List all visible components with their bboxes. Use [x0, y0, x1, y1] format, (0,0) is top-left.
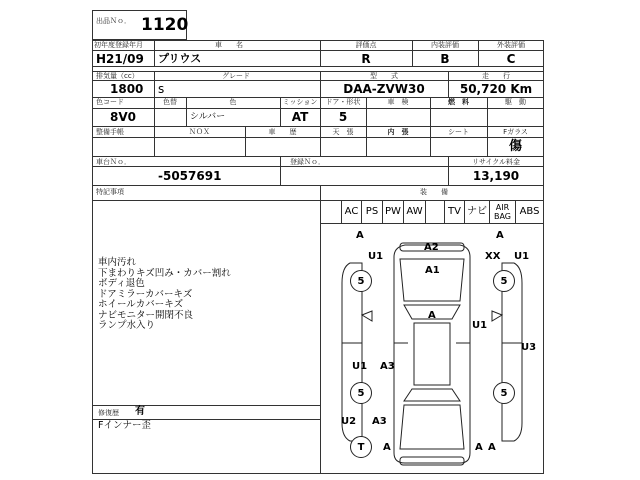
inspection-label: 車 検 [387, 98, 409, 106]
repair-history-value: 有 [135, 406, 145, 417]
remark-item: ランプ水入り [98, 320, 156, 331]
damage-mark-circle: 5 [493, 270, 515, 292]
damage-mark-circle: 5 [350, 270, 372, 292]
remark-item: ホイールカバーキズ [98, 299, 184, 310]
equipment-ac: AC [341, 201, 362, 223]
model-label: 型 式 [370, 72, 398, 80]
damage-mark: XX [485, 251, 501, 262]
drive-label: 駆 動 [505, 98, 526, 106]
remark-item: ボディ退色 [98, 278, 145, 289]
remark-item: 下まわりキズ凹み・カバー割れ [98, 267, 231, 279]
doors-label: ドア・形状 [325, 98, 361, 106]
damage-mark: U1 [514, 251, 530, 262]
mileage-value: 50,720 Km [459, 82, 533, 96]
exterior-score-label: 外装評価 [497, 41, 525, 49]
damage-mark: A [356, 230, 364, 241]
color-code-value: 8V0 [110, 110, 136, 124]
equipment-blank [426, 201, 445, 223]
score-label: 評価点 [355, 41, 377, 49]
first-reg-label: 初年度登録年月 [94, 41, 143, 49]
front-glass-label: Fガラス [503, 128, 528, 136]
car-name-label: 車 名 [215, 41, 243, 49]
equipment-abs: ABS [519, 206, 540, 217]
repair-history-label: 修復歴 [98, 409, 119, 417]
lot-number: 1120 [141, 15, 189, 35]
damage-mark: A [488, 442, 496, 453]
registration-label: 登録Ｎｏ． [290, 158, 325, 166]
model-value: DAA-ZVW30 [343, 82, 425, 96]
front-glass-value: 傷 [508, 139, 522, 154]
chassis-label: 車台Ｎｏ． [96, 158, 131, 166]
damage-mark: A3 [372, 416, 387, 427]
remark-item: ナビモニター開閉不良 [98, 309, 194, 321]
damage-mark-circle: T [350, 436, 372, 458]
equipment-tv: TV [445, 201, 465, 223]
damage-mark: A [496, 230, 504, 241]
grade-label: グレード [222, 72, 250, 80]
damage-mark: A3 [380, 361, 395, 372]
ceiling-label: 天 張 [332, 128, 354, 136]
car-history-label: 車 歴 [268, 128, 297, 136]
damage-mark: A [383, 442, 391, 453]
interior-trim-label: 内 張 [387, 128, 409, 136]
color-code-label: 色コード [96, 98, 124, 106]
damage-mark-circle: 5 [350, 382, 372, 404]
equipment-pw: PW [383, 201, 404, 223]
grade-value: s [158, 82, 165, 96]
damage-mark-circle: 5 [493, 382, 515, 404]
displacement-label: 排気量（cc） [96, 72, 139, 80]
displacement-value: 1800 [110, 82, 144, 96]
damage-mark: U2 [341, 416, 357, 427]
notes-label: 特記事項 [96, 188, 124, 196]
mileage-label: 走 行 [482, 72, 510, 80]
equipment-ps: PS [362, 201, 383, 223]
damage-mark: U1 [472, 320, 488, 331]
remarks-list [98, 258, 313, 332]
damage-mark: A1 [425, 265, 440, 276]
doors-value: 5 [338, 110, 348, 124]
fuel-label: 燃 料 [448, 98, 469, 106]
chassis-value: -5057691 [158, 169, 222, 183]
repair-note: Fインナー歪 [98, 420, 151, 431]
mission-value: AT [291, 110, 309, 124]
interior-score-label: 内装評価 [431, 41, 459, 49]
equipment-label: 装 備 [420, 188, 448, 196]
nox-label: ＮＯＸ [189, 128, 210, 136]
damage-mark: U1 [352, 361, 368, 372]
first-reg-value: H21/09 [96, 52, 144, 66]
interior-score-value: B [440, 52, 450, 66]
mission-label: ミッション [282, 98, 318, 106]
damage-mark: A [428, 310, 436, 321]
service-manual-label: 整備手帳 [96, 128, 124, 136]
equipment-airbag: AIR BAG [490, 201, 516, 223]
equipment-navi: ナビ [465, 201, 490, 223]
recycle-fee-label: リサイクル料金 [471, 158, 521, 166]
remark-item: 車内汚れ [98, 257, 137, 268]
damage-mark: U1 [368, 251, 384, 262]
car-name-value: プリウス [158, 52, 202, 65]
recycle-fee-value: 13,190 [472, 169, 520, 183]
damage-mark: U3 [521, 342, 537, 353]
seat-label: シート [448, 128, 469, 136]
color-value: シルバー [190, 112, 226, 122]
remark-item: ドアミラーカバーキズ [98, 288, 193, 300]
equipment-aw: AW [404, 201, 426, 223]
car-damage-diagram [320, 223, 544, 473]
damage-mark: A [475, 442, 483, 453]
lot-number-label: 出品Ｎｏ． [96, 17, 131, 25]
color-label: 色 [229, 98, 237, 106]
damage-mark: A2 [424, 242, 439, 253]
exterior-score-value: C [506, 52, 516, 66]
score-value: R [361, 52, 371, 66]
color-change-label: 色替 [163, 98, 177, 106]
